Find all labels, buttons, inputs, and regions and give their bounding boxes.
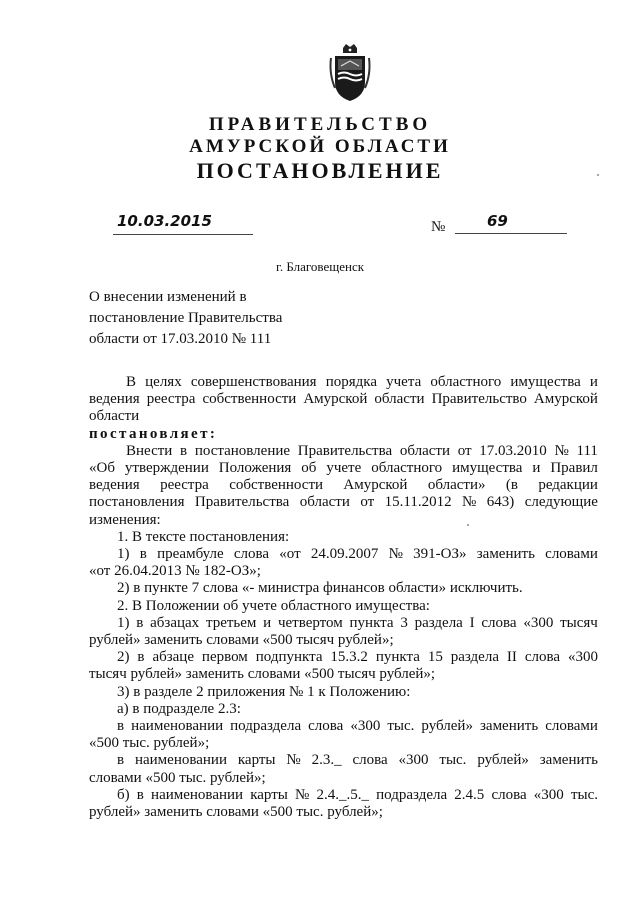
body-line: «от 26.04.2013 № 182-ОЗ»; xyxy=(89,563,261,580)
word: «300 xyxy=(398,752,429,769)
word: № xyxy=(388,546,403,563)
word: слова xyxy=(352,752,388,769)
word: заменить xyxy=(479,718,539,735)
word: подпункта xyxy=(255,649,323,666)
word: области» xyxy=(427,477,486,494)
word: от xyxy=(457,442,472,459)
word: ведения xyxy=(89,477,140,494)
word: области xyxy=(374,391,425,408)
word: В xyxy=(126,374,137,390)
word: тыс. xyxy=(570,786,598,803)
word: об xyxy=(301,460,317,477)
body-line: 3) в разделе 2 приложения № 1 к Положению: xyxy=(117,683,411,700)
document-date: 10.03.2015 xyxy=(113,212,253,235)
word: (в xyxy=(505,477,518,494)
word: Правительства xyxy=(297,442,393,459)
word: области xyxy=(399,442,451,459)
body-line: изменения: xyxy=(89,511,161,528)
word: от xyxy=(360,494,375,511)
word: 1) xyxy=(117,614,130,631)
region-title: АМУРСКОЙ ОБЛАСТИ xyxy=(189,136,451,157)
word: и xyxy=(589,374,598,390)
word: Правительства xyxy=(194,494,290,511)
word: Правительство xyxy=(431,391,527,408)
word: четвертом xyxy=(277,614,343,631)
body-line: тысяч рублей» заменить словами «500 тысяч рублей»; xyxy=(89,666,436,683)
word: абзаце xyxy=(152,649,194,666)
word: Правил xyxy=(550,460,598,477)
body-line xyxy=(89,752,598,769)
document-body xyxy=(89,374,598,821)
body-line: 1. В тексте постановления: xyxy=(117,528,290,545)
word: «300 xyxy=(533,786,564,803)
word: «300 xyxy=(350,718,381,735)
subject-line: области от 17.03.2010 № 111 xyxy=(89,331,272,347)
word: имущества xyxy=(510,374,581,390)
word: I xyxy=(469,614,475,631)
word: ведения xyxy=(89,391,140,408)
word: 2) xyxy=(117,649,130,666)
word: Амурской xyxy=(533,391,598,408)
word: подраздела xyxy=(230,718,302,735)
word: II xyxy=(506,649,517,666)
word: порядка xyxy=(325,374,377,390)
word: преамбуле xyxy=(157,546,224,563)
word: 24.09.2007 xyxy=(310,546,379,563)
word: 1) xyxy=(117,546,130,563)
body-line: рублей» заменить словами «500 тысяч рублей»; xyxy=(89,632,394,649)
word: слова xyxy=(233,546,270,563)
body-line xyxy=(89,494,598,511)
word: следующие xyxy=(524,494,598,511)
body-line xyxy=(89,443,598,460)
word: наименовании xyxy=(151,786,244,803)
word: рублей» xyxy=(421,718,473,735)
word: постановления xyxy=(89,494,185,511)
word: карты xyxy=(250,786,288,803)
body-line xyxy=(89,787,598,804)
word: в xyxy=(136,614,144,631)
word: реестра xyxy=(160,477,209,494)
word: «300 xyxy=(523,614,554,631)
subject-line: постановление Правительства xyxy=(89,310,283,326)
word: постановление xyxy=(194,442,291,459)
body-line xyxy=(89,460,598,477)
word: Амурской xyxy=(343,477,408,494)
word: 2.4._.5._ xyxy=(316,786,369,803)
word: 3 xyxy=(400,614,408,631)
word: 391-ОЗ» xyxy=(413,546,467,563)
word: 15.11.2012 xyxy=(384,494,452,511)
word: Положения xyxy=(218,460,292,477)
word: № xyxy=(286,752,301,769)
word: пункта xyxy=(375,649,420,666)
word: областного xyxy=(371,460,443,477)
word: раздела xyxy=(450,649,499,666)
word: Амурской xyxy=(303,391,368,408)
body-line: словами «500 тыс. рублей»; xyxy=(89,769,266,786)
word: раздела xyxy=(414,614,463,631)
word: третьем xyxy=(205,614,257,631)
word: учете xyxy=(326,460,362,477)
body-line xyxy=(89,649,598,666)
word: тыс. xyxy=(387,718,415,735)
word: 2.4.5 xyxy=(454,786,485,803)
word: 15.3.2 xyxy=(330,649,368,666)
word: собственности xyxy=(202,391,297,408)
word: и xyxy=(532,460,541,477)
document-number: 69 xyxy=(455,212,567,234)
word: областного xyxy=(430,374,502,390)
word: слова xyxy=(491,786,527,803)
word: области xyxy=(299,494,350,511)
word: учета xyxy=(386,374,422,390)
coat-of-arms-emblem xyxy=(327,44,373,102)
body-line: а) в подразделе 2.3: xyxy=(117,700,241,717)
body-line xyxy=(89,718,598,735)
word: пункта xyxy=(349,614,394,631)
word: б) xyxy=(117,786,130,803)
body-line: 2) в пункте 7 слова «- министра финансов области» исключить. xyxy=(117,580,523,597)
word: в xyxy=(137,649,145,666)
word: наименовании xyxy=(131,718,224,735)
word: рублей» xyxy=(477,752,529,769)
word: словами xyxy=(545,718,598,735)
word: редакции xyxy=(538,477,598,494)
word: и xyxy=(263,614,272,631)
document-type: ПОСТАНОВЛЕНИЕ xyxy=(196,158,444,183)
word: тыс. xyxy=(439,752,467,769)
word: словами xyxy=(545,546,598,563)
word: в xyxy=(136,786,144,803)
word: первом xyxy=(201,649,248,666)
word: слова xyxy=(524,649,561,666)
word: собственности xyxy=(229,477,324,494)
word: Внести xyxy=(126,442,173,459)
body-line xyxy=(89,615,598,632)
body-line xyxy=(89,477,598,494)
word: 15 xyxy=(427,649,443,666)
word: подраздела xyxy=(376,786,448,803)
body-line: «500 тыс. рублей»; xyxy=(89,735,210,752)
word: 111 xyxy=(576,442,598,459)
scan-speck xyxy=(597,174,599,176)
word: реестра xyxy=(146,391,196,408)
word: в xyxy=(117,752,125,769)
word: в xyxy=(139,546,147,563)
word: наименовании xyxy=(134,752,227,769)
word: целях xyxy=(145,374,182,390)
word: № xyxy=(462,494,477,511)
word: 643) xyxy=(486,494,515,511)
subject-line: О внесении изменений в xyxy=(89,289,247,305)
word: абзацах xyxy=(150,614,200,631)
word: в xyxy=(117,718,125,735)
document-subject xyxy=(89,287,282,350)
government-title: ПРАВИТЕЛЬСТВО xyxy=(208,114,432,135)
word: «300 xyxy=(567,649,598,666)
body-line: 2. В Положении об учете областного имущества: xyxy=(117,597,430,614)
city: г. Благовещенск xyxy=(275,259,365,274)
resolves-keyword: постановляет: xyxy=(89,425,218,442)
word: имущества xyxy=(452,460,523,477)
body-line xyxy=(89,391,598,408)
word: № xyxy=(554,442,569,459)
word: заменить xyxy=(539,752,598,769)
word: 2.3._ xyxy=(311,752,342,769)
word: совершенствования xyxy=(190,374,317,390)
word: «Об xyxy=(89,460,115,477)
word: карты xyxy=(237,752,276,769)
word: «от xyxy=(279,546,301,563)
body-line: области xyxy=(89,408,140,425)
body-line xyxy=(89,546,598,563)
number-label: № xyxy=(431,219,446,235)
word: слова xyxy=(481,614,517,631)
word: тысяч xyxy=(560,614,598,631)
word: № xyxy=(295,786,310,803)
word: утверждении xyxy=(124,460,209,477)
body-line xyxy=(89,374,598,391)
word: 17.03.2010 xyxy=(479,442,547,459)
word: заменить xyxy=(476,546,535,563)
body-line: рублей» заменить словами «500 тыс. рублей»; xyxy=(89,804,383,821)
word: слова xyxy=(308,718,344,735)
word: в xyxy=(180,442,188,459)
